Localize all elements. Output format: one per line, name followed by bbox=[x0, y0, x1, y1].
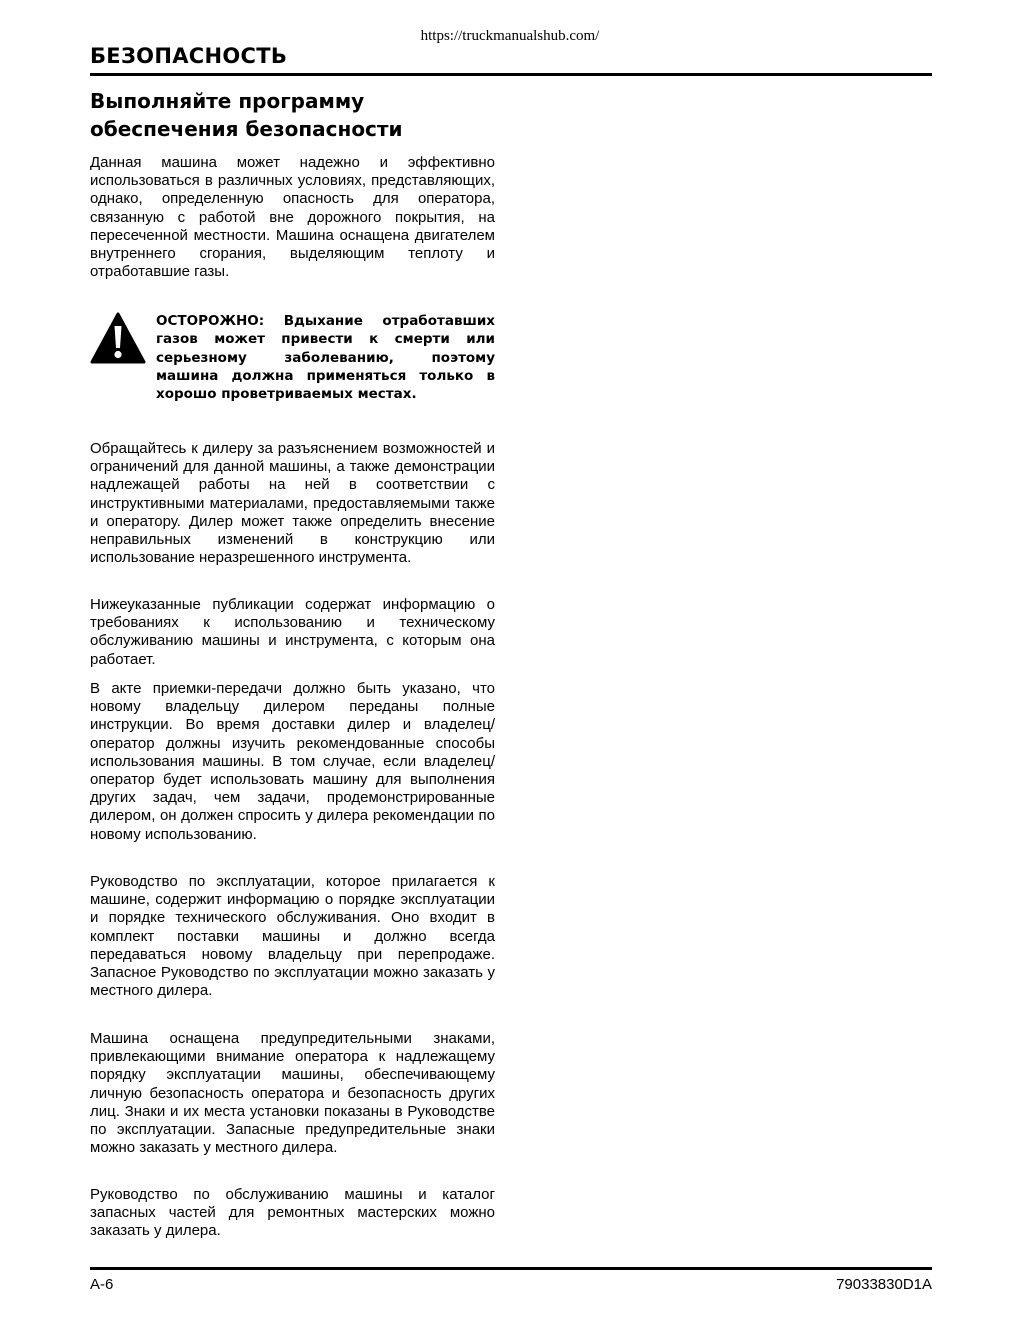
paragraph-handover: В акте приемки-передачи должно быть указано, что новому владельцу дилером переданы полные инструкции. Во время доставки дилер и владелец/оператор должны изучить рекомендованные способы использования машины. В том случае, если владелец/оператор будет использовать машину для выполнения других задач, чем задачи, продемонстрированные дилером, он должен спросить у дилера рекомендации по новому использованию. bbox=[90, 680, 495, 843]
warning-text: ОСТОРОЖНО: Вдыхание отработавших газов может привести к смерти или серьезному заболеванию, поэтому машина должна применяться только в хорошо проветриваемых местах. bbox=[156, 313, 495, 403]
page-heading bbox=[90, 87, 510, 143]
paragraph-safety-signs: Машина оснащена предупредительными знаками, привлекающими внимание оператора к надлежащему порядку эксплуатации машины, обеспечивающему личную безопасность оператора и безопасность других лиц. Знаки и их места установки показаны в Руководстве по эксплуатации. Запасные предупредительные знаки можно заказать у местного дилера. bbox=[90, 1030, 495, 1157]
footer-rule bbox=[90, 1267, 932, 1270]
paragraph-block-publications bbox=[90, 596, 495, 669]
paragraph-block-handover bbox=[90, 680, 495, 844]
heading-line-2: обеспечения безопасности bbox=[90, 117, 403, 141]
paragraph-block-operator-manual bbox=[90, 873, 495, 1000]
warning-triangle-icon bbox=[90, 312, 146, 364]
intro-block bbox=[90, 154, 495, 281]
paragraph-block-service-manual bbox=[90, 1186, 495, 1241]
paragraph-publications: Нижеуказанные публикации содержат информацию о требованиях к использованию и техническому обслуживанию машины и инструмента, с которым она работает. bbox=[90, 596, 495, 668]
page-number: A-6 bbox=[90, 1276, 114, 1293]
source-url: https://truckmanualshub.com/ bbox=[420, 28, 600, 44]
heading-line-1: Выполняйте программу bbox=[90, 89, 365, 113]
warning-callout bbox=[90, 312, 495, 422]
paragraph-operator-manual: Руководство по эксплуатации, которое прилагается к машине, содержит информацию о порядке эксплуатации и порядке технического обслуживания. Оно входит в комплект поставки машины и должно всегда передаваться новому владельцу при перепродаже. Запасное Руководство по эксплуатации можно заказать у местного дилера. bbox=[90, 873, 495, 1000]
paragraph-service-manual: Руководство по обслуживанию машины и каталог запасных частей для ремонтных мастерских можно заказать у дилера. bbox=[90, 1186, 495, 1240]
paragraph-block-dealer bbox=[90, 440, 495, 567]
paragraph-dealer: Обращайтесь к дилеру за разъяснением возможностей и ограничений для данной машины, а также демонстрации надлежащей работы на ней в соответствии с инструктивными материалами, предоставляемыми также и оператору. Дилер может также определить внесение неправильных изменений в конструкцию или использование неразрешенного инструмента. bbox=[90, 440, 495, 567]
header-rule bbox=[90, 73, 932, 76]
paragraph-block-safety-signs bbox=[90, 1030, 495, 1157]
paragraph-intro: Данная машина может надежно и эффективно использоваться в различных условиях, представляющих, однако, определенную опасность для оператора, связанную с работой вне дорожного покрытия, на пересеченной местности. Машина оснащена двигателем внутреннего сгорания, выделяющим теплоту и отработавшие газы. bbox=[90, 154, 495, 281]
section-title: БЕЗОПАСНОСТЬ bbox=[90, 44, 288, 68]
document-number: 79033830D1A bbox=[836, 1276, 932, 1293]
